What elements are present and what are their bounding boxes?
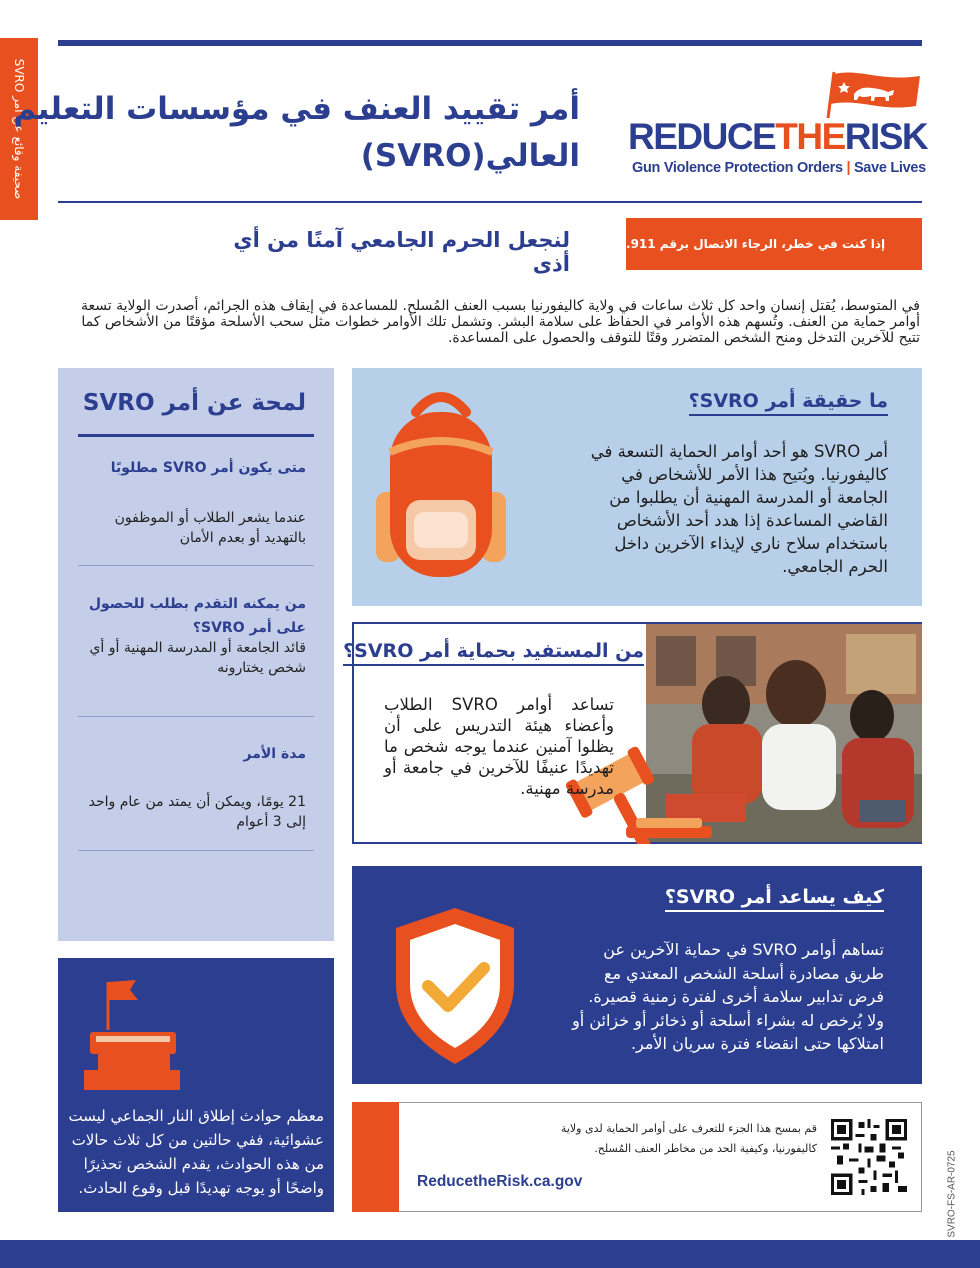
- card-who-benefits: [343, 622, 922, 844]
- side-tab-label: صحيفة وقائع عن أمر SVRO: [12, 58, 26, 200]
- svro-glance-panel: [58, 368, 334, 941]
- logo-tagline: Gun Violence Protection Orders | Save Lives: [632, 160, 926, 176]
- glance-title: لمحة عن أمر SVRO: [82, 390, 306, 416]
- stat-text: معظم حوادث إطلاق النار الجماعي ليست عشوائية، ففي حالتين من كل ثلاث حالات من هذه الحوادث، يقدم الشخص تحذيرًا واضحًا أو يوجه تهديدًا قبل وقوع الحادث.: [68, 1107, 324, 1197]
- intro-paragraph: في المتوسط، يُقتل إنسان واحد كل ثلاث ساعات في ولاية كاليفورنيا بسبب العنف المُسلح. للمساعدة في إيقاف هذه الجرائم، أصدرت الولاية تسعة أوامر حماية من العنف. وتُسهم هذه الأوامر في الحفاظ على سلامة البشر. وتشمل تلك الأوامر خطوات مثل سحب الأسلحة مؤقتًا من الأشخاص كما تتيح للآخرين التدخل ومنح الشخص المتضرر وقتًا للتوقف والحصول على المساعدة.: [81, 298, 920, 346]
- card-what-body: أمر SVRO هو أحد أوامر الحماية التسعة في كاليفورنيا. ويُتيح هذا الأمر للأشخاص في الجامعة أو المدرسة المهنية أن يطلبوا من القاضي المساعدة إذا هدد أحد الأشخاص باستخدام سلاح ناري لإيذاء الآخرين داخل الحرم الجامعي.: [590, 442, 888, 576]
- qr-code[interactable]: [831, 1119, 907, 1195]
- logo-word-risk: RISK: [844, 116, 928, 157]
- page-title-line1: أمر تقييد العنف في مؤسسات التعليم: [13, 91, 580, 127]
- glance-a-duration: 21 يومًا، ويمكن أن يمتد من عام واحد إلى 3 أعوام: [88, 794, 306, 830]
- logo-word-the: THE: [775, 116, 845, 157]
- card-what-is-svro: [352, 368, 922, 606]
- glance-divider: [78, 565, 314, 566]
- glance-divider: [78, 716, 314, 717]
- header-divider: [58, 201, 922, 203]
- bear-flag-icon: [820, 70, 930, 120]
- glance-divider: [78, 434, 314, 437]
- logo-tagline-part1: Gun Violence Protection Orders: [632, 160, 843, 176]
- glance-q-who: من يمكنه التقدم بطلب للحصول على أمر SVRO؟: [88, 596, 306, 636]
- document-code: [942, 1150, 962, 1238]
- top-rule: [58, 40, 922, 46]
- scan-panel: [398, 1102, 922, 1212]
- glance-q-duration: مدة الأمر: [243, 746, 306, 762]
- backpack-icon: [366, 382, 516, 582]
- card-who-title: من المستفيد بحماية أمر SVRO؟: [343, 640, 644, 666]
- books-flag-icon: [78, 974, 188, 1092]
- logo-word-reduce: REDUCE: [628, 116, 776, 157]
- card-how-svro-helps: [352, 866, 922, 1084]
- logo-tagline-part2: Save Lives: [853, 160, 926, 176]
- card-who-body: تساعد أوامر SVRO الطلاب وأعضاء هيئة التدريس على أن يظلوا آمنين عندما يوجه شخص ما تهديدًا عنيفًا للآخرين في جامعة أو مدرسة مهنية.: [384, 695, 614, 798]
- emergency-alert-text: إذا كنت في خطر، الرجاء الاتصال برقم 911.: [626, 237, 886, 251]
- scan-instructions: قم بمسح هذا الجزء للتعرف على أوامر الحماية لدى ولاية كاليفورنيا، وكيفية الحد من مخاطر العنف المُسلح.: [560, 1122, 817, 1155]
- glance-a-when: عندما يشعر الطلاب أو الموظفون بالتهديد أو بعدم الأمان: [114, 510, 306, 546]
- scan-accent-strip: [352, 1102, 399, 1212]
- page-subtitle: لنجعل الحرم الجامعي آمنًا من أي أذى: [233, 228, 570, 276]
- shield-check-icon: [388, 904, 522, 1068]
- glance-divider: [78, 850, 314, 851]
- footer-bar: [0, 1240, 980, 1268]
- stat-panel: [58, 958, 334, 1212]
- card-how-title: كيف يساعد أمر SVRO؟: [665, 886, 884, 912]
- card-what-title: ما حقيقة أمر SVRO؟: [689, 390, 888, 416]
- document-code-text: SVRO-FS-AR-0725: [946, 1150, 958, 1238]
- glance-q-when: متى يكون أمر SVRO مطلوبًا: [110, 460, 306, 476]
- emergency-alert: [626, 218, 922, 270]
- page-title-line2: العالي(SVRO): [360, 138, 580, 174]
- reduce-the-risk-logo: [620, 70, 930, 185]
- card-how-body: تساهم أوامر SVRO في حماية الآخرين عن طريق مصادرة أسلحة الشخص المعتدي مع فرض تدابير سلامة أخرى لفترة زمنية قصيرة. ولا يُرخص له بشراء أسلحة أو ذخائر أو خزائن أو امتلاكها حتى انقضاء فترة سريان الأمر.: [572, 940, 884, 1053]
- logo-wordmark: [628, 116, 927, 158]
- glance-a-who: قائد الجامعة أو المدرسة المهنية أو أي شخص يختارونه: [89, 640, 306, 676]
- website-link[interactable]: ReducetheRisk.ca.gov: [417, 1173, 583, 1190]
